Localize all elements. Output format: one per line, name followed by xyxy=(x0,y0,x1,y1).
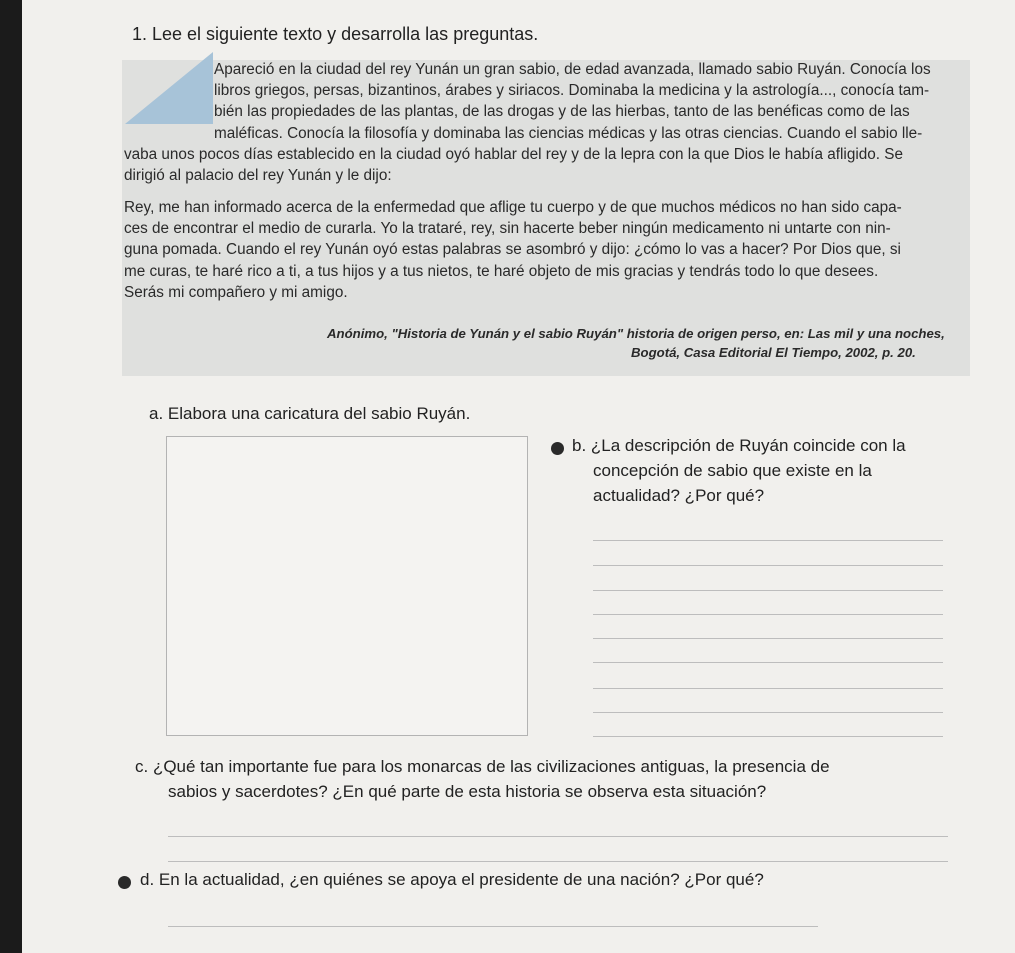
question-c-line-2: sabios y sacerdotes? ¿En qué parte de esta historia se observa esta situación? xyxy=(168,782,767,801)
question-b-line-3: actualidad? ¿Por qué? xyxy=(593,486,765,505)
bullet-dot-icon xyxy=(118,876,131,889)
question-b-line-2: concepción de sabio que existe en la xyxy=(593,461,872,480)
passage-line: Serás mi compañero y mi amigo. xyxy=(124,284,348,301)
answer-line-b[interactable] xyxy=(593,662,943,663)
passage-line: guna pomada. Cuando el rey Yunán oyó estas palabras se asombró y dijo: ¿cómo lo vas a hacer? Por Dios que, si xyxy=(124,241,901,258)
passage-line: dirigió al palacio del rey Yunán y le dijo: xyxy=(124,167,392,184)
answer-line-b[interactable] xyxy=(593,590,943,591)
passage-line: libros griegos, persas, bizantinos, árabes y siriacos. Dominaba la medicina y la astrología..., conocía tam- xyxy=(214,82,930,99)
answer-line-b[interactable] xyxy=(593,638,943,639)
question-d: d. En la actualidad, ¿en quiénes se apoya el presidente de una nación? ¿Por qué? xyxy=(140,870,764,889)
passage-line: bién las propiedades de las plantas, de las drogas y de las hierbas, tanto de las benéficas como de las xyxy=(214,103,910,120)
passage-line: Rey, me han informado acerca de la enfermedad que aflige tu cuerpo y de que muchos médicos no han sido capa- xyxy=(124,199,902,216)
worksheet-page xyxy=(22,0,1015,953)
passage-line: maléficas. Conocía la filosofía y dominaba las ciencias médicas y las otras ciencias. Cuando el sabio lle- xyxy=(214,125,923,142)
question-a: a. Elabora una caricatura del sabio Ruyán. xyxy=(149,404,471,423)
passage-line: me curas, te haré rico a ti, a tus hijos y a tus nietos, te haré objeto de mis gracias y tendrás todo lo que desees. xyxy=(124,263,879,280)
answer-line-b[interactable] xyxy=(593,688,943,689)
answer-line-b[interactable] xyxy=(593,540,943,541)
passage-line: Apareció en la ciudad del rey Yunán un gran sabio, de edad avanzada, llamado sabio Ruyán. Conocía los xyxy=(214,61,931,78)
citation-line-2: Bogotá, Casa Editorial El Tiempo, 2002, p. 20. xyxy=(631,345,916,360)
answer-line-d[interactable] xyxy=(168,926,818,927)
question-b-line-1: b. ¿La descripción de Ruyán coincide con la xyxy=(572,436,906,455)
passage-line: ces de encontrar el medio de curarla. Yo la trataré, rey, sin hacerte beber ningún medicamento ni untarte con nin- xyxy=(124,220,891,237)
answer-line-c[interactable] xyxy=(168,861,948,862)
answer-line-b[interactable] xyxy=(593,712,943,713)
caricature-drawing-area[interactable] xyxy=(166,436,528,736)
bullet-dot-icon xyxy=(551,442,564,455)
exercise-heading: 1. Lee el siguiente texto y desarrolla las preguntas. xyxy=(132,24,539,44)
passage-line: vaba unos pocos días establecido en la ciudad oyó hablar del rey y de la lepra con la que Dios le había afligido. Se xyxy=(124,146,903,163)
citation-line-1: Anónimo, "Historia de Yunán y el sabio Ruyán" historia de origen perso, en: Las mil y una noches, xyxy=(327,326,945,341)
answer-line-b[interactable] xyxy=(593,565,943,566)
answer-line-c[interactable] xyxy=(168,836,948,837)
answer-line-b[interactable] xyxy=(593,736,943,737)
question-c-line-1: c. ¿Qué tan importante fue para los monarcas de las civilizaciones antiguas, la presencia de xyxy=(135,757,830,776)
answer-line-b[interactable] xyxy=(593,614,943,615)
